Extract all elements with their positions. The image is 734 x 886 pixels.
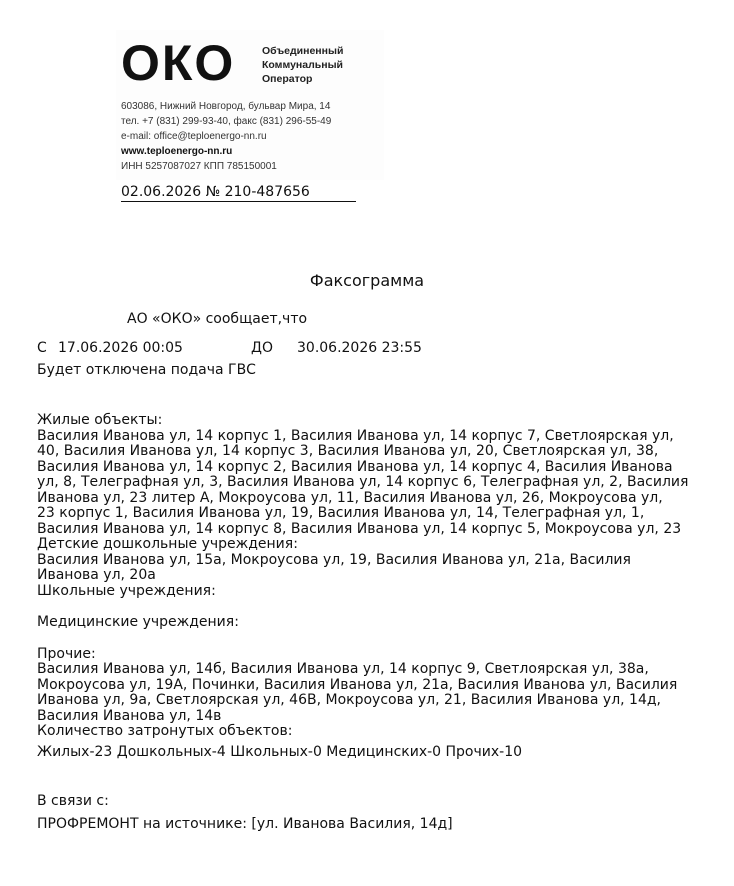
count-label: Количество затронутых объектов:	[37, 723, 293, 739]
residential-line: Василия Иванова ул, 14 корпус 2, Василия Иванова ул, 14 корпус 4, Василия Иванова	[37, 458, 673, 475]
document-title: Факсограмма	[309, 271, 425, 290]
period-from-label: С	[37, 340, 47, 356]
document-date-number: 02.06.2026 № 210-487656	[121, 183, 356, 202]
count-value: Жилых-23 Дошкольных-4 Школьных-0 Медицинских-0 Прочих-10	[37, 744, 523, 760]
company-name-line: Оператор	[262, 73, 313, 85]
reason-label: В связи с:	[37, 793, 109, 809]
other-line: Иванова ул, 9а, Светлоярская ул, 46В, Мокроусова ул, 21, Василия Иванова ул, 14д,	[37, 692, 662, 708]
residential-line: Иванова ул, 23 литер А, Мокроусова ул, 11, Василия Иванова ул, 26, Мокроусова ул,	[37, 489, 663, 506]
other-line: Василия Иванова ул, 14в	[37, 707, 222, 724]
company-name	[262, 44, 343, 86]
other-line: Василия Иванова ул, 14б, Василия Иванова ул, 14 корпус 9, Светлоярская ул, 38а,	[37, 661, 649, 677]
tax-id-line: ИНН 5257087027 КПП 785150001	[121, 161, 277, 172]
spacer	[37, 631, 687, 647]
spacer	[37, 599, 687, 615]
period-from-value: 17.06.2026 00:05	[58, 340, 183, 356]
residential-line: 23 корпус 1, Василия Иванова ул, 19, Василия Иванова ул, 14, Телеграфная ул, 1,	[37, 505, 645, 521]
medical-label: Медицинские учреждения:	[37, 614, 239, 630]
period-to-label: ДО	[251, 340, 273, 356]
residential-line: ул, 8, Телеграфная ул, 3, Василия Иванова ул, 14 корпус 6, Телеграфная ул, 2, Василия	[37, 474, 689, 490]
reason-value: ПРОФРЕМОНТ на источнике: [ул. Иванова Василия, 14д]	[37, 816, 453, 832]
company-contacts	[121, 99, 331, 174]
residential-label: Жилые объекты:	[37, 412, 163, 428]
phone-line: тел. +7 (831) 299-93-40, факс (831) 296-55-49	[121, 116, 332, 127]
preschool-line: Василия Иванова ул, 15а, Мокроусова ул, 19, Василия Иванова ул, 21а, Василия	[37, 551, 631, 568]
preschool-label: Детские дошкольные учреждения:	[37, 536, 298, 552]
announcement-text: АО «ОКО» сообщает,что	[127, 311, 308, 327]
period-to-value: 30.06.2026 23:55	[297, 340, 422, 356]
company-name-line: Объединенный	[262, 45, 344, 57]
company-name-line: Коммунальный	[262, 59, 343, 71]
outage-notice: Будет отключена подача ГВС	[37, 362, 256, 378]
residential-line: Василия Иванова ул, 14 корпус 1, Василия Иванова ул, 14 корпус 7, Светлоярская ул,	[37, 427, 674, 444]
other-label: Прочие:	[37, 645, 96, 662]
other-line: Мокроусова ул, 19А, Починки, Василия Иванова ул, 21а, Василия Иванова ул, Василия	[37, 676, 678, 693]
website-line: www.teploenergo-nn.ru	[121, 146, 233, 157]
email-line: e-mail: office@teploenergo-nn.ru	[121, 131, 267, 142]
preschool-line: Иванова ул, 20а	[37, 567, 156, 583]
school-label: Школьные учреждения:	[37, 582, 216, 599]
affected-objects	[37, 413, 687, 740]
residential-line: Василия Иванова ул, 14 корпус 8, Василия Иванова ул, 14 корпус 5, Мокроусова ул, 23	[37, 520, 682, 537]
address-line: 603086, Нижний Новгород, бульвар Мира, 14	[121, 101, 331, 112]
company-logo: ОКО	[121, 35, 236, 91]
residential-line: 40, Василия Иванова ул, 14 корпус 3, Василия Иванова ул, 20, Светлоярская ул, 38,	[37, 443, 659, 459]
